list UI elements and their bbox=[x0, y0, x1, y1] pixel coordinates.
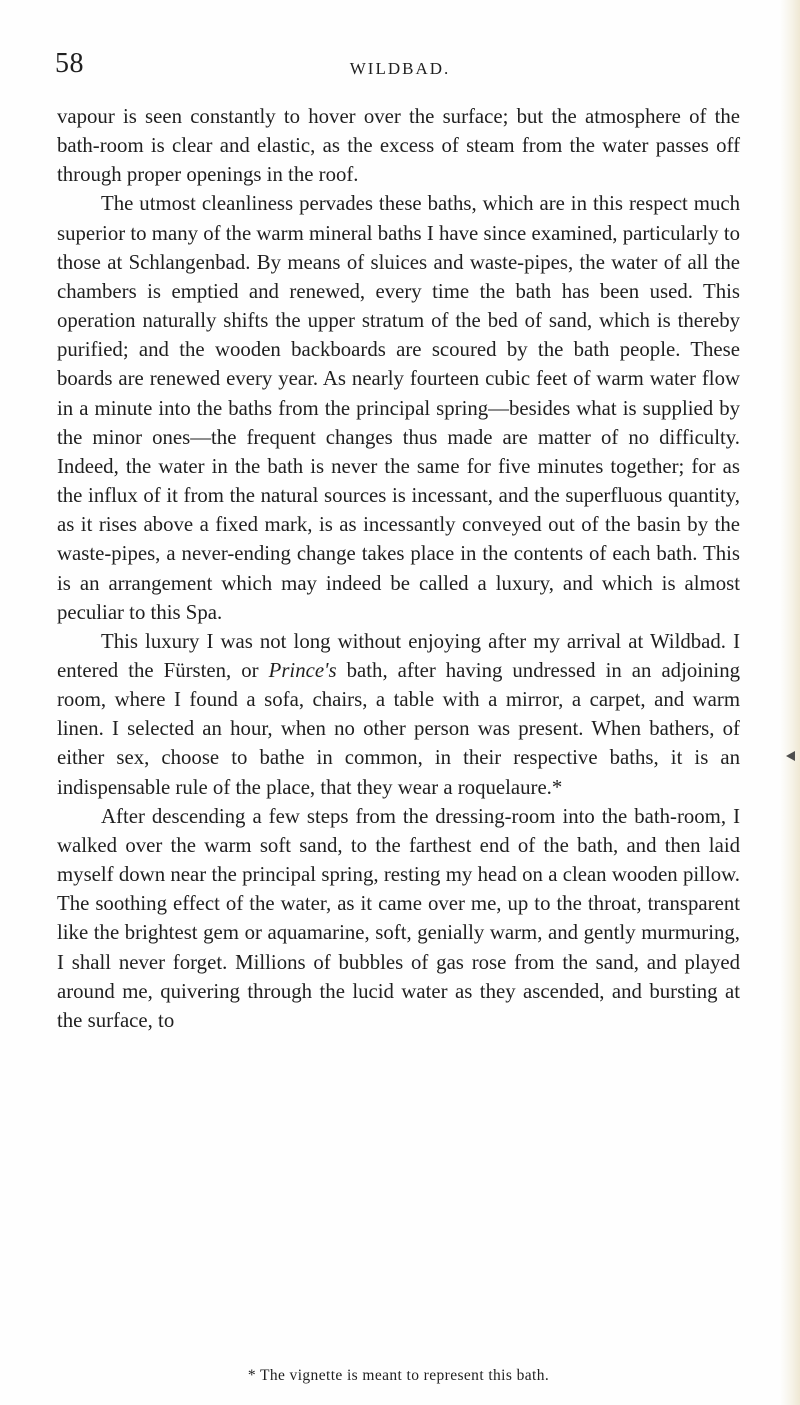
page-edge-shading bbox=[780, 0, 800, 1405]
italic-prince-word: Prince's bbox=[268, 658, 337, 682]
paragraph-4: After descending a few steps from the dressing-room into the bath-room, I walked over the warm soft sand, to the farthest end of the bath, and then laid myself down near the principal spring, resting my head on a clean wooden pillow. The soothing effect of the water, as it came over me, up to the throat, transparent like the brightest gem or aquamarine, soft, genially warm, and gently murmuring, I shall never forget. Millions of bubbles of gas rose from the sand, and played around me, quivering through the lucid water as they ascended, and bursting at the surface, to bbox=[57, 804, 740, 1032]
paragraph-3-start: This luxury I was not long without enjoying after my arrival at Wildbad. I entered the Fürsten, or bbox=[57, 629, 740, 682]
margin-mark-icon bbox=[786, 751, 795, 761]
paragraph-2: The utmost cleanliness pervades these baths, which are in this respect much superior to many of the warm mineral baths I have since examined, particularly to those at Schlangenbad. By means of sluices and waste-pipes, the water of all the chambers is emptied and renewed, every time the bath has been used. This operation naturally shifts the upper stratum of the bed of sand, which is thereby purified; and the wooden backboards are scoured by the bath people. These boards are renewed every year. As nearly fourteen cubic feet of warm water flow in a minute into the baths from the principal spring—besides what is supplied by the minor ones—the frequent changes thus made are matter of no difficulty. Indeed, the water in the bath is never the same for five minutes together; for as the influx of it from the natural sources is incessant, and the superfluous quantity, as it rises above a fixed mark, is as incessantly conveyed out of the basin by the waste-pipes, a never-ending change takes place in the contents of each bath. This is an arrangement which may indeed be called a luxury, and which is almost peculiar to this Spa. bbox=[57, 192, 740, 624]
paragraph-1: vapour is seen constantly to hover over the surface; but the atmosphere of the bath-room is clear and elastic, as the excess of steam from the water passes off through proper openings in the roof. bbox=[57, 105, 740, 187]
page-number: 58 bbox=[55, 48, 84, 79]
paragraph-3 bbox=[57, 627, 740, 802]
body-text bbox=[57, 102, 740, 1035]
footnote: * The vignette is meant to represent this bath. bbox=[247, 1367, 550, 1384]
paragraph-3-end: bath, after having undressed in an adjoining room, where I found a sofa, chairs, a table with a mirror, a carpet, and warm linen. I selected an hour, when no other person was present. When bathers, of either sex, choose to bathe in common, in their respective baths, it is an indispensable rule of the place, that they wear a roquelaure.* bbox=[57, 658, 741, 799]
running-head: WILDBAD. bbox=[349, 59, 451, 78]
